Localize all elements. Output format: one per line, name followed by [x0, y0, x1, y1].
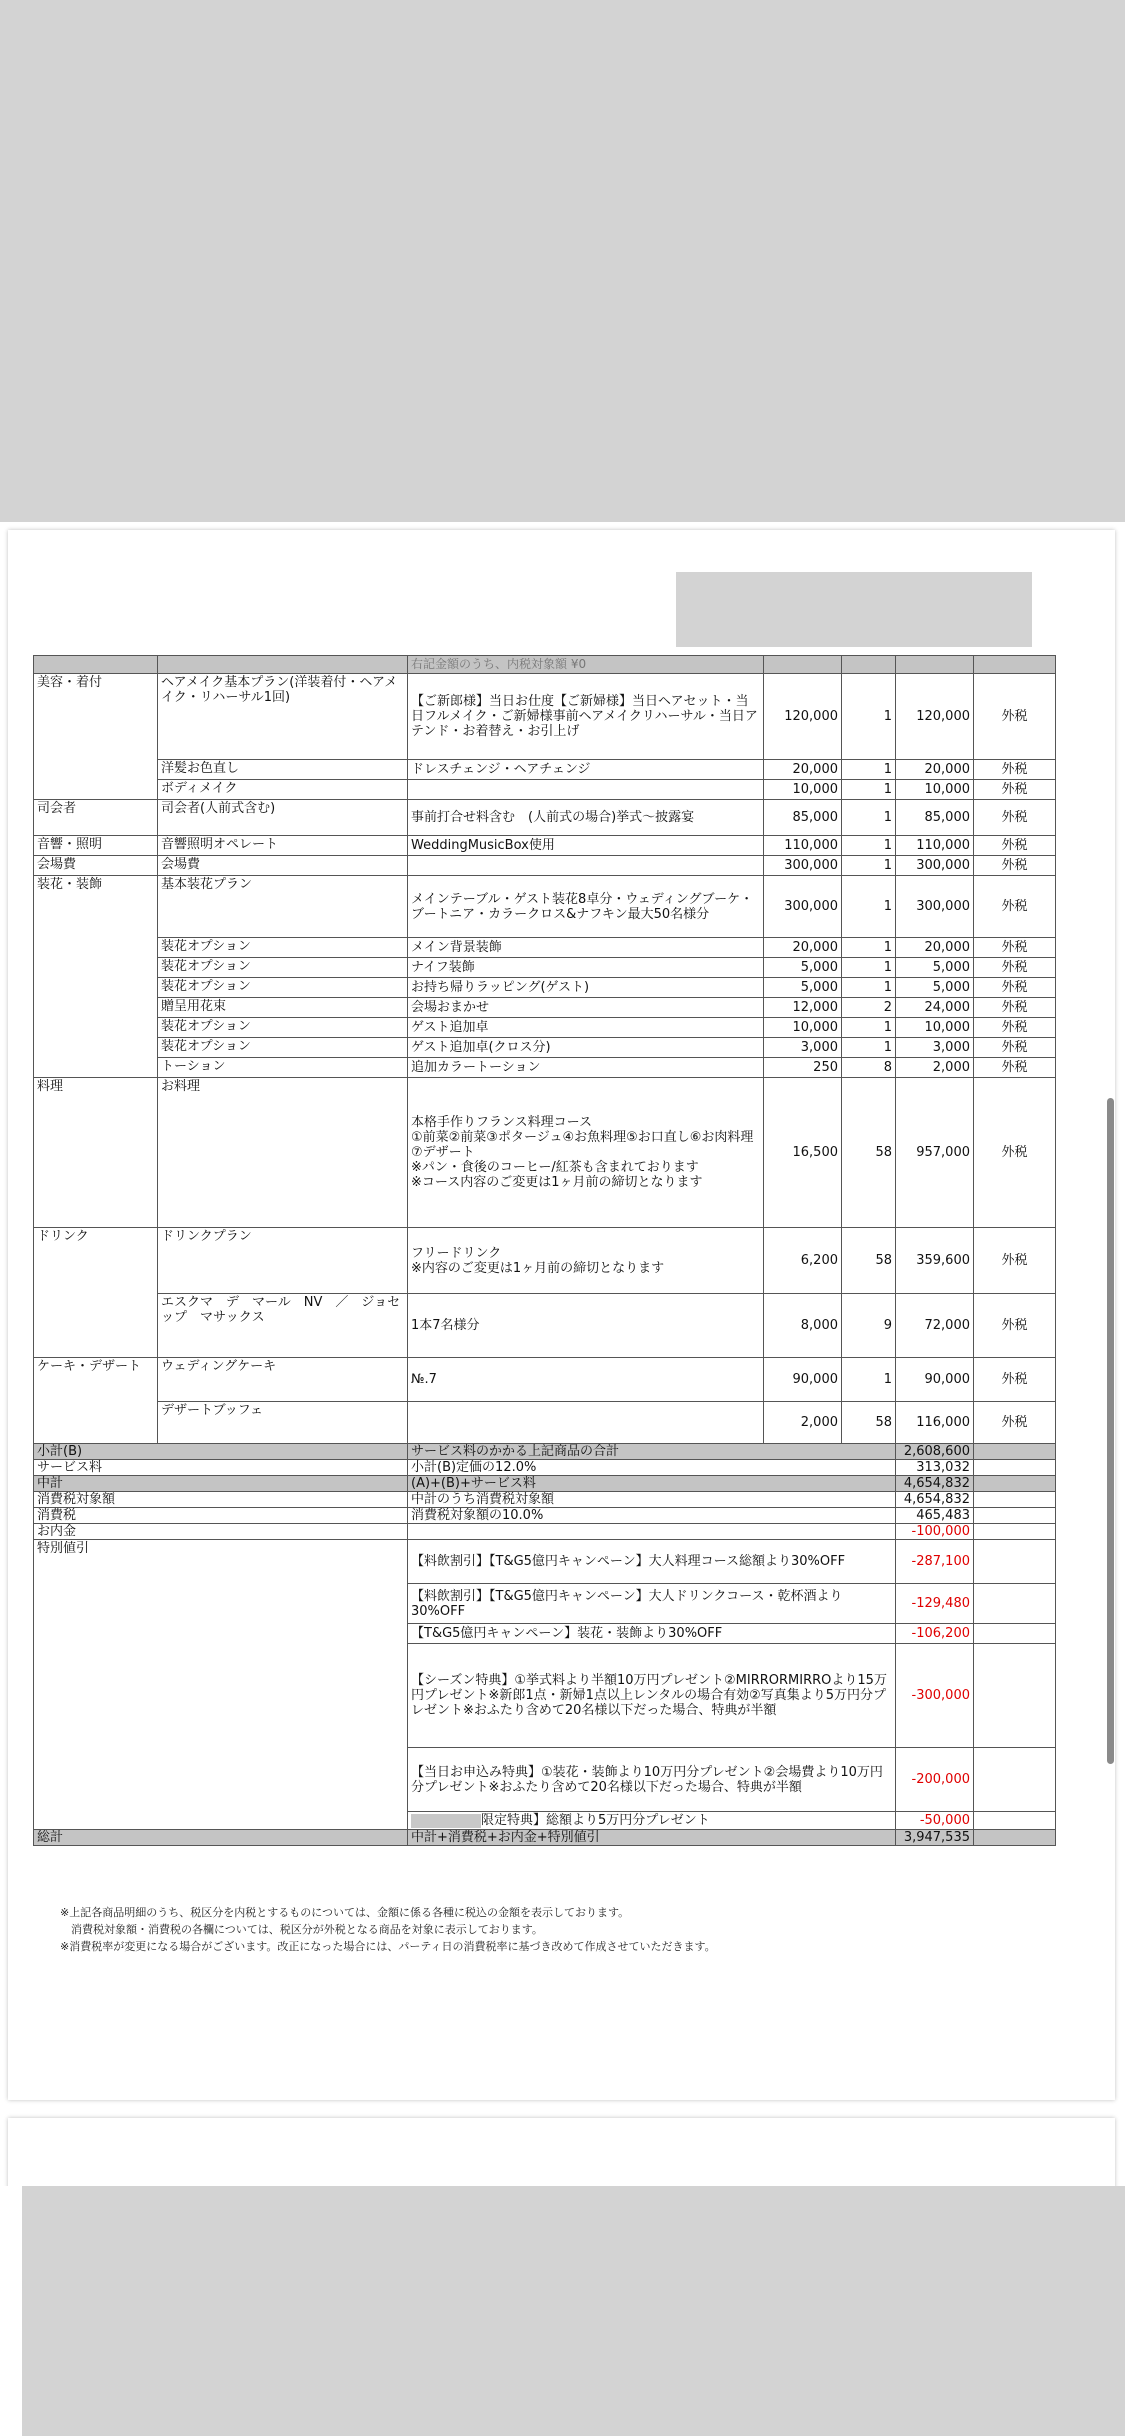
table-row [34, 1294, 1056, 1358]
summary-amount: -100,000 [896, 1524, 974, 1540]
unit-price-cell: 250 [764, 1058, 842, 1078]
summary-label: 小計(B) [34, 1444, 408, 1460]
tax-type-cell: 外税 [974, 1402, 1056, 1444]
quantity-cell: 1 [842, 856, 896, 876]
description-cell: 本格手作りフランス料理コース ①前菜②前菜③ポタージュ④お魚料理⑤お口直し⑥お肉料理⑦デザート ※パン・食後のコーヒー/紅茶も含まれております ※コース内容のご変更は1ヶ月前の締切となります [408, 1078, 764, 1228]
item-cell: 贈呈用花束 [158, 998, 408, 1018]
amount-cell: 85,000 [896, 800, 974, 836]
item-cell: 基本装花プラン [158, 876, 408, 938]
table-row [34, 674, 1056, 760]
item-cell: ヘアメイク基本プラン(洋装着付・ヘアメイク・リハーサル1回) [158, 674, 408, 760]
scrollbar[interactable] [1107, 1098, 1114, 1764]
table-row [34, 1078, 1056, 1228]
unit-price-cell: 20,000 [764, 760, 842, 780]
summary-row [34, 1444, 1056, 1460]
summary-label: 中計 [34, 1476, 408, 1492]
item-cell: 装花オプション [158, 938, 408, 958]
discount-blank [974, 1540, 1056, 1584]
item-cell: トーション [158, 1058, 408, 1078]
amount-cell: 10,000 [896, 780, 974, 800]
tax-type-cell: 外税 [974, 1078, 1056, 1228]
summary-label: お内金 [34, 1524, 408, 1540]
tax-type-cell: 外税 [974, 836, 1056, 856]
summary-amount: 4,654,832 [896, 1476, 974, 1492]
summary-label: 消費税対象額 [34, 1492, 408, 1508]
discount-amount: -300,000 [896, 1644, 974, 1748]
table-row [34, 958, 1056, 978]
tax-type-cell: 外税 [974, 876, 1056, 938]
description-cell: 【ご新郎様】当日お仕度【ご新婦様】当日ヘアセット・当日フルメイク・ご新婦様事前ヘアメイクリハーサル・当日アテンド・お着替え・お引上げ [408, 674, 764, 760]
tax-type-cell: 外税 [974, 856, 1056, 876]
description-cell [408, 780, 764, 800]
quantity-cell: 1 [842, 938, 896, 958]
description-cell: 会場おまかせ [408, 998, 764, 1018]
category-cell: 会場費 [34, 856, 158, 876]
table-row [34, 856, 1056, 876]
table-row [34, 1018, 1056, 1038]
discount-desc: 【料飲割引】【T&G5億円キャンペーン】大人料理コース総額より30%OFF [408, 1540, 896, 1584]
tax-type-cell: 外税 [974, 1294, 1056, 1358]
summary-row [34, 1508, 1056, 1524]
redacted-text [411, 1814, 481, 1828]
summary-desc: 消費税対象額の10.0% [408, 1508, 896, 1524]
category-cell: 装花・装飾 [34, 876, 158, 1078]
quantity-cell: 1 [842, 1018, 896, 1038]
item-cell: 装花オプション [158, 1018, 408, 1038]
table-row [34, 1402, 1056, 1444]
unit-price-cell: 6,200 [764, 1228, 842, 1294]
discount-amount: -106,200 [896, 1624, 974, 1644]
category-cell: 司会者 [34, 800, 158, 836]
amount-cell: 90,000 [896, 1358, 974, 1402]
footnote: ※消費税率が変更になる場合がございます。改正になった場合には、パーティ日の消費税率に基づき改めて作成させていただきます。 [60, 1940, 716, 1953]
footnote: ※上記各商品明細のうち、税区分を内税とするものについては、金額に係る各種に税込の金額を表示しております。 [60, 1906, 630, 1919]
quantity-cell: 1 [842, 780, 896, 800]
total-row [34, 1830, 1056, 1846]
unit-price-cell: 10,000 [764, 1018, 842, 1038]
item-cell: 装花オプション [158, 1038, 408, 1058]
discount-desc-text: 限定特典】総額より5万円分プレゼント [481, 1813, 710, 1828]
quantity-cell: 1 [842, 800, 896, 836]
amount-cell: 2,000 [896, 1058, 974, 1078]
quantity-cell: 1 [842, 978, 896, 998]
estimate-table [33, 655, 1056, 1846]
footnote: 消費税対象額・消費税の各欄については、税区分が外税となる商品を対象に表示しております。 [60, 1923, 543, 1936]
unit-price-cell: 120,000 [764, 674, 842, 760]
description-cell: ナイフ装飾 [408, 958, 764, 978]
amount-cell: 10,000 [896, 1018, 974, 1038]
tax-type-cell: 外税 [974, 1228, 1056, 1294]
item-cell: 会場費 [158, 856, 408, 876]
summary-row [34, 1492, 1056, 1508]
summary-row [34, 1476, 1056, 1492]
discount-blank [974, 1624, 1056, 1644]
amount-cell: 72,000 [896, 1294, 974, 1358]
discount-desc: 【当日お申込み特典】①装花・装飾より10万円分プレゼント②会場費より10万円分プレゼント※おふたり含めて20名様以下だった場合、特典が半額 [408, 1748, 896, 1812]
summary-blank [974, 1460, 1056, 1476]
amount-cell: 120,000 [896, 674, 974, 760]
description-cell: 事前打合せ料含む (人前式の場合)挙式〜披露宴 [408, 800, 764, 836]
quantity-cell: 58 [842, 1402, 896, 1444]
table-row [34, 1228, 1056, 1294]
table-row [34, 1058, 1056, 1078]
amount-cell: 24,000 [896, 998, 974, 1018]
tax-type-cell: 外税 [974, 800, 1056, 836]
tax-type-cell: 外税 [974, 1038, 1056, 1058]
quantity-cell: 2 [842, 998, 896, 1018]
unit-price-cell: 2,000 [764, 1402, 842, 1444]
summary-desc: サービス料のかかる上記商品の合計 [408, 1444, 896, 1460]
summary-label: サービス料 [34, 1460, 408, 1476]
table-row [34, 760, 1056, 780]
description-cell: メインテーブル・ゲスト装花8卓分・ウェディングブーケ・ブートニア・カラークロス&ナフキン最大50名様分 [408, 876, 764, 938]
summary-amount: 313,032 [896, 1460, 974, 1476]
table-row [34, 978, 1056, 998]
item-cell: デザートブッフェ [158, 1402, 408, 1444]
summary-row [34, 1460, 1056, 1476]
previous-page-area [0, 0, 1125, 522]
summary-blank [974, 1508, 1056, 1524]
unit-price-cell: 5,000 [764, 958, 842, 978]
quantity-cell: 1 [842, 958, 896, 978]
quantity-cell: 58 [842, 1078, 896, 1228]
discount-row [34, 1540, 1056, 1584]
summary-amount: 465,483 [896, 1508, 974, 1524]
quantity-cell: 1 [842, 876, 896, 938]
unit-price-cell: 8,000 [764, 1294, 842, 1358]
description-cell [408, 1402, 764, 1444]
category-cell: 音響・照明 [34, 836, 158, 856]
description-cell: №.7 [408, 1358, 764, 1402]
tax-type-cell: 外税 [974, 674, 1056, 760]
discount-blank [974, 1748, 1056, 1812]
amount-cell: 5,000 [896, 958, 974, 978]
tax-type-cell: 外税 [974, 1018, 1056, 1038]
item-cell: ボディメイク [158, 780, 408, 800]
discount-amount: -287,100 [896, 1540, 974, 1584]
summary-desc: (A)+(B)+サービス料 [408, 1476, 896, 1492]
footnotes [60, 1904, 716, 1955]
discount-amount: -50,000 [896, 1812, 974, 1830]
unit-price-cell: 10,000 [764, 780, 842, 800]
amount-cell: 3,000 [896, 1038, 974, 1058]
summary-desc: 中計のうち消費税対象額 [408, 1492, 896, 1508]
amount-cell: 116,000 [896, 1402, 974, 1444]
total-label: 総計 [34, 1830, 408, 1846]
quantity-cell: 1 [842, 1358, 896, 1402]
header-cut-text: 右記金額のうち、内税対象額 ¥0 [408, 656, 764, 674]
description-cell: ゲスト追加卓(クロス分) [408, 1038, 764, 1058]
summary-row [34, 1524, 1056, 1540]
unit-price-cell: 90,000 [764, 1358, 842, 1402]
unit-price-cell: 5,000 [764, 978, 842, 998]
category-cell: ケーキ・デザート [34, 1358, 158, 1444]
unit-price-cell: 300,000 [764, 856, 842, 876]
item-cell: 装花オプション [158, 958, 408, 978]
discount-amount: -129,480 [896, 1584, 974, 1624]
description-cell: フリードリンク ※内容のご変更は1ヶ月前の締切となります [408, 1228, 764, 1294]
summary-blank [974, 1492, 1056, 1508]
quantity-cell: 1 [842, 760, 896, 780]
discount-amount: -200,000 [896, 1748, 974, 1812]
tax-type-cell: 外税 [974, 1058, 1056, 1078]
table-row [34, 876, 1056, 938]
table-row [34, 1038, 1056, 1058]
summary-blank [974, 1444, 1056, 1460]
unit-price-cell: 12,000 [764, 998, 842, 1018]
item-cell: 音響照明オペレート [158, 836, 408, 856]
description-cell [408, 856, 764, 876]
item-cell: 洋髪お色直し [158, 760, 408, 780]
tax-type-cell: 外税 [974, 1358, 1056, 1402]
table-row [34, 998, 1056, 1018]
discount-desc: 【T&G5億円キャンペーン】装花・装飾より30%OFF [408, 1624, 896, 1644]
unit-price-cell: 110,000 [764, 836, 842, 856]
amount-cell: 359,600 [896, 1228, 974, 1294]
description-cell: ドレスチェンジ・ヘアチェンジ [408, 760, 764, 780]
total-blank [974, 1830, 1056, 1846]
total-amount: 3,947,535 [896, 1830, 974, 1846]
item-cell: 装花オプション [158, 978, 408, 998]
tax-type-cell: 外税 [974, 760, 1056, 780]
description-cell: WeddingMusicBox使用 [408, 836, 764, 856]
discount-blank [974, 1584, 1056, 1624]
summary-blank [974, 1524, 1056, 1540]
quantity-cell: 58 [842, 1228, 896, 1294]
amount-cell: 110,000 [896, 836, 974, 856]
amount-cell: 300,000 [896, 856, 974, 876]
summary-blank [974, 1476, 1056, 1492]
description-cell: メイン背景装飾 [408, 938, 764, 958]
item-cell: ウェディングケーキ [158, 1358, 408, 1402]
unit-price-cell: 300,000 [764, 876, 842, 938]
summary-amount: 4,654,832 [896, 1492, 974, 1508]
unit-price-cell: 16,500 [764, 1078, 842, 1228]
item-cell: エスクマ デ マール NV ／ ジョセップ マサックス [158, 1294, 408, 1358]
description-cell: ゲスト追加卓 [408, 1018, 764, 1038]
item-cell: 司会者(人前式含む) [158, 800, 408, 836]
category-cell: 料理 [34, 1078, 158, 1228]
table-row [34, 1358, 1056, 1402]
discount-desc [408, 1812, 896, 1830]
table-row [34, 938, 1056, 958]
summary-desc [408, 1524, 896, 1540]
total-desc: 中計+消費税+お内金+特別値引 [408, 1830, 896, 1846]
quantity-cell: 9 [842, 1294, 896, 1358]
quantity-cell: 8 [842, 1058, 896, 1078]
description-cell: 追加カラートーション [408, 1058, 764, 1078]
description-cell: お持ち帰りラッピング(ゲスト) [408, 978, 764, 998]
discount-blank [974, 1644, 1056, 1748]
quantity-cell: 1 [842, 674, 896, 760]
tax-type-cell: 外税 [974, 978, 1056, 998]
amount-cell: 957,000 [896, 1078, 974, 1228]
table-row [34, 780, 1056, 800]
bottom-area [22, 2186, 1125, 2436]
discount-desc: 【料飲割引】【T&G5億円キャンペーン】大人ドリンクコース・乾杯酒より30%OFF [408, 1584, 896, 1624]
discount-blank [974, 1812, 1056, 1830]
tax-type-cell: 外税 [974, 780, 1056, 800]
amount-cell: 300,000 [896, 876, 974, 938]
category-cell: 美容・着付 [34, 674, 158, 800]
redacted-block [676, 572, 1032, 647]
amount-cell: 20,000 [896, 938, 974, 958]
amount-cell: 5,000 [896, 978, 974, 998]
item-cell: お料理 [158, 1078, 408, 1228]
tax-type-cell: 外税 [974, 998, 1056, 1018]
unit-price-cell: 20,000 [764, 938, 842, 958]
quantity-cell: 1 [842, 836, 896, 856]
amount-cell: 20,000 [896, 760, 974, 780]
category-cell: ドリンク [34, 1228, 158, 1358]
unit-price-cell: 85,000 [764, 800, 842, 836]
quantity-cell: 1 [842, 1038, 896, 1058]
summary-desc: 小計(B)定価の12.0% [408, 1460, 896, 1476]
summary-label: 消費税 [34, 1508, 408, 1524]
summary-amount: 2,608,600 [896, 1444, 974, 1460]
table-row [34, 836, 1056, 856]
tax-type-cell: 外税 [974, 938, 1056, 958]
table-row [34, 800, 1056, 836]
discount-label: 特別値引 [34, 1540, 408, 1830]
discount-desc: 【シーズン特典】①挙式料より半額10万円プレゼント②MIRRORMIRROより15万円プレゼント※新郎1点・新婦1点以上レンタルの場合有効②写真集より5万円分プレゼント※おふたり含めて20名様以下だった場合、特典が半額 [408, 1644, 896, 1748]
tax-type-cell: 外税 [974, 958, 1056, 978]
description-cell: 1本7名様分 [408, 1294, 764, 1358]
item-cell: ドリンクプラン [158, 1228, 408, 1294]
unit-price-cell: 3,000 [764, 1038, 842, 1058]
